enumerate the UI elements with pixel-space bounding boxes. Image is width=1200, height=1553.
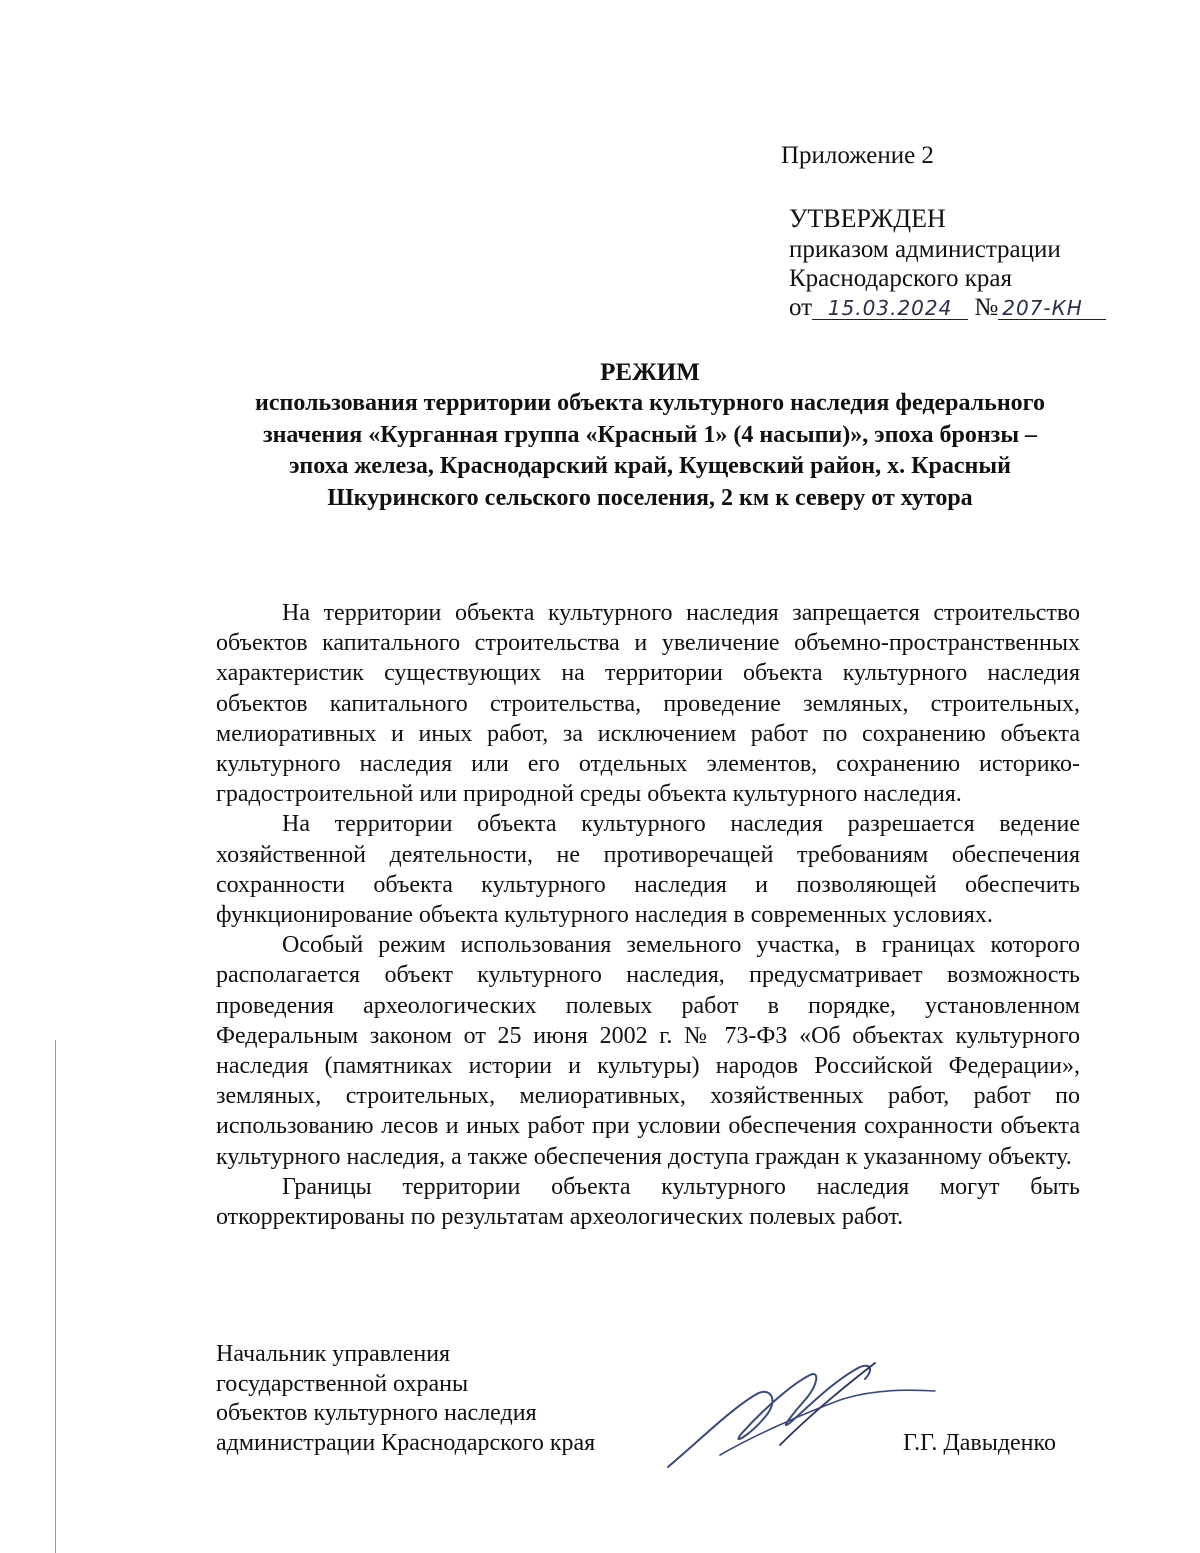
handwritten-date: 15.03.2024 xyxy=(812,297,968,320)
handwritten-signature xyxy=(660,1355,940,1475)
document-subtitle-line-3: эпоха железа, Краснодарский край, Кущевский район, х. Красный xyxy=(289,453,1011,479)
paragraph-permitted-activity: На территории объекта культурного наследия разрешается ведение хозяйственной деятельности, не противоречащей требованиям обеспечения сохранности объекта культурного наследия и позволяющей обеспечить функционирование объекта культурного наследия в современных условиях. xyxy=(216,811,1080,929)
document-body xyxy=(216,598,1080,1232)
paragraph-prohibitions: На территории объекта культурного наследия запрещается строительство объектов капитального строительства и увеличение объемно-пространственных характеристик существующих на территории объекта культурного наследия объектов капитального строительства, проведение земляных, строительных, мелиоративных и иных работ, за исключением работ по сохранению объекта культурного наследия или его отдельных элементов, сохранению историко-градостроительной или природной среды объекта культурного наследия. xyxy=(216,600,1080,808)
signer-name: Г.Г. Давыденко xyxy=(903,1430,1056,1456)
approved-label: УТВЕРЖДЕН xyxy=(789,204,946,233)
approval-block xyxy=(789,203,1106,322)
position-line-2: государственной охраны xyxy=(216,1370,469,1397)
appendix-label: Приложение 2 xyxy=(781,142,934,169)
number-label: № xyxy=(974,294,999,321)
document-subtitle-line-2: значения «Курганная группа «Красный 1» (4 насыпи)», эпоха бронзы – xyxy=(262,421,1038,448)
scan-page-edge xyxy=(55,1040,56,1553)
signatory-position xyxy=(216,1340,595,1458)
position-line-4: администрации Краснодарского края xyxy=(216,1429,596,1456)
approval-by-line-2: Краснодарского края xyxy=(789,265,1012,292)
from-label: от xyxy=(789,294,813,321)
approval-by-line-1: приказом администрации xyxy=(789,236,1061,263)
paragraph-special-regime: Особый режим использования земельного участка, в границах которого располагается объект культурного наследия, предусматривает возможность проведения археологических полевых работ в порядке, установленном Федеральным законом от 25 июня 2002 г. № 73-ФЗ «Об объектах культурного наследия (памятниках истории и культуры) народов Российской Федерации», земляных, строительных, мелиоративных, хозяйственных работ, работ по использованию лесов и иных работ при условии обеспечения сохранности объекта культурного наследия, а также обеспечения доступа граждан к указанному объекту. xyxy=(216,932,1080,1170)
position-line-3: объектов культурного наследия xyxy=(216,1400,537,1426)
handwritten-number: 207-КН xyxy=(998,297,1106,320)
approval-date-row xyxy=(789,293,1106,322)
document-title-block xyxy=(200,357,1100,514)
paragraph-boundaries: Границы территории объекта культурного наследия могут быть откорректированы по результатам археологических полевых работ. xyxy=(216,1173,1080,1231)
position-line-1: Начальник управления xyxy=(216,1341,451,1367)
document-subtitle-line-4: Шкуринского сельского поселения, 2 км к северу от хутора xyxy=(327,484,973,511)
document-title: РЕЖИМ xyxy=(600,359,700,386)
document-subtitle-line-1: использования территории объекта культурного наследия федерального xyxy=(255,390,1045,416)
